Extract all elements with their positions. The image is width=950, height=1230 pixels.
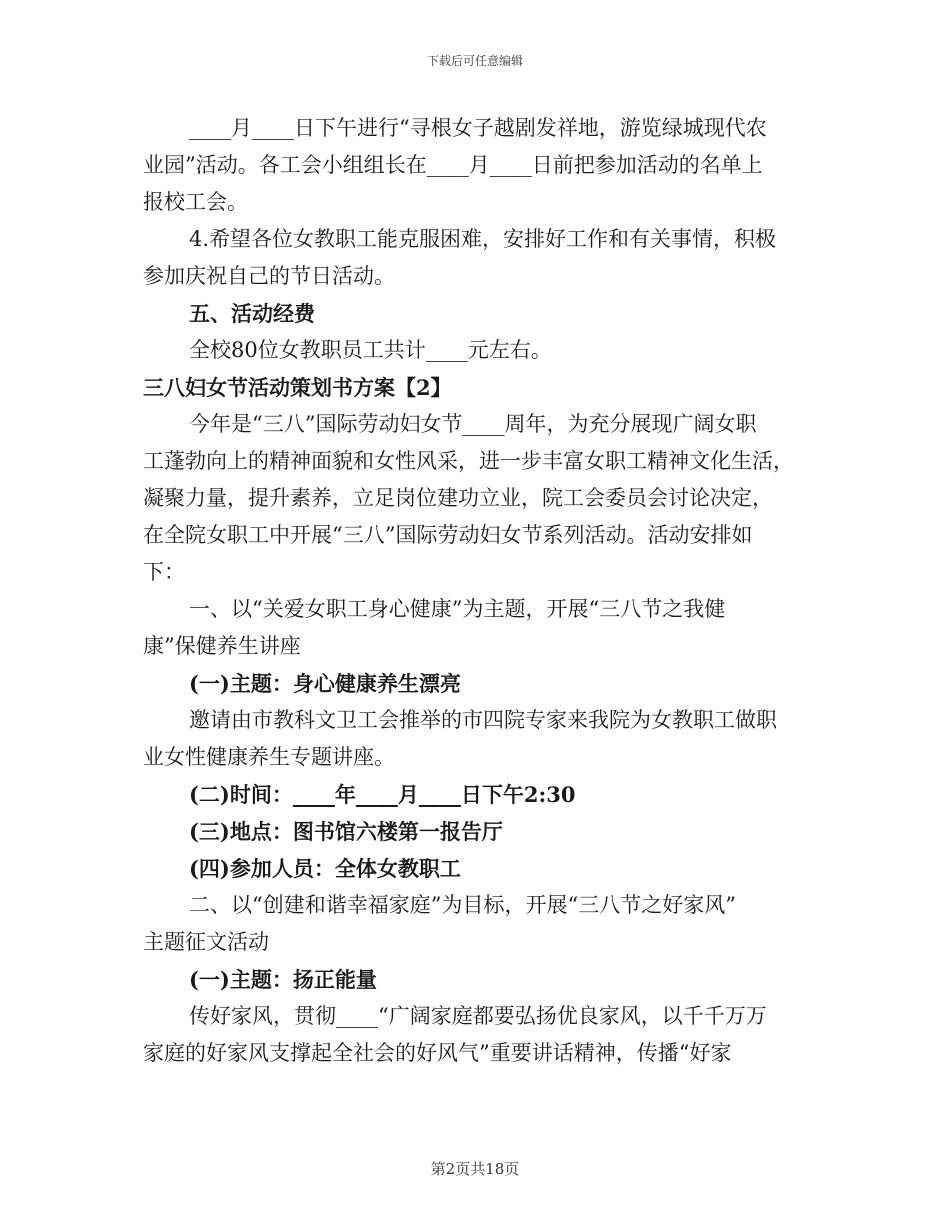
text-line: 今年是“三八”国际劳动妇女节____周年，为充分展现广阔女职 <box>189 412 757 436</box>
text-line: (二)时间：____年____月____日下午2:30 <box>189 782 576 807</box>
document-body <box>143 110 808 1072</box>
text-line: 下： <box>143 560 185 584</box>
text-line: 业园”活动。各工会小组组长在____月____日前把参加活动的名单上 <box>143 153 763 177</box>
text-line: (四)参加人员：全体女教职工 <box>189 856 461 881</box>
text-line: 三八妇女节活动策划书方案【2】 <box>143 375 452 400</box>
text-line: 二、以“创建和谐幸福家庭”为目标，开展“三八节之好家风” <box>189 893 736 917</box>
text-line: 五、活动经费 <box>189 301 315 326</box>
text-line: (一)主题：扬正能量 <box>189 967 377 992</box>
text-line: 邀请由市教科文卫工会推举的市四院专家来我院为女教职工做职 <box>189 708 777 732</box>
text-line: (三)地点：图书馆六楼第一报告厅 <box>189 819 503 844</box>
text-line: 传好家风，贯彻____“广阔家庭都要弘扬优良家风，以千千万万 <box>189 1004 767 1028</box>
text-line: 凝聚力量，提升素养，立足岗位建功立业，院工会委员会讨论决定， <box>143 486 773 510</box>
text-line: (一)主题：身心健康养生漂亮 <box>189 671 461 696</box>
text-line: 主题征文活动 <box>143 930 269 954</box>
text-line: 报校工会。 <box>143 190 248 214</box>
text-line: 参加庆祝自己的节日活动。 <box>143 264 395 288</box>
page-header: 下载后可任意编辑 <box>426 54 523 68</box>
text-line: 工蓬勃向上的精神面貌和女性风采，进一步丰富女职工精神文化生活， <box>143 449 794 473</box>
text-line: 在全院女职工中开展“三八”国际劳动妇女节系列活动。活动安排如 <box>143 523 753 547</box>
text-line: 康”保健养生讲座 <box>143 634 301 658</box>
text-line: 家庭的好家风支撑起全社会的好风气”重要讲话精神，传播“好家 <box>143 1041 732 1065</box>
text-line: 4.希望各位女教职工能克服困难，安排好工作和有关事情，积极 <box>189 227 777 251</box>
text-line: 全校80位女教职员工共计____元左右。 <box>189 338 552 362</box>
text-line: ____月____日下午进行“寻根女子越剧发祥地，游览绿城现代农 <box>189 116 767 140</box>
page-footer: 第2页共18页 <box>430 1160 520 1178</box>
text-line: 一、以“关爱女职工身心健康”为主题，开展“三八节之我健 <box>189 597 726 621</box>
text-line: 业女性健康养生专题讲座。 <box>143 745 395 769</box>
